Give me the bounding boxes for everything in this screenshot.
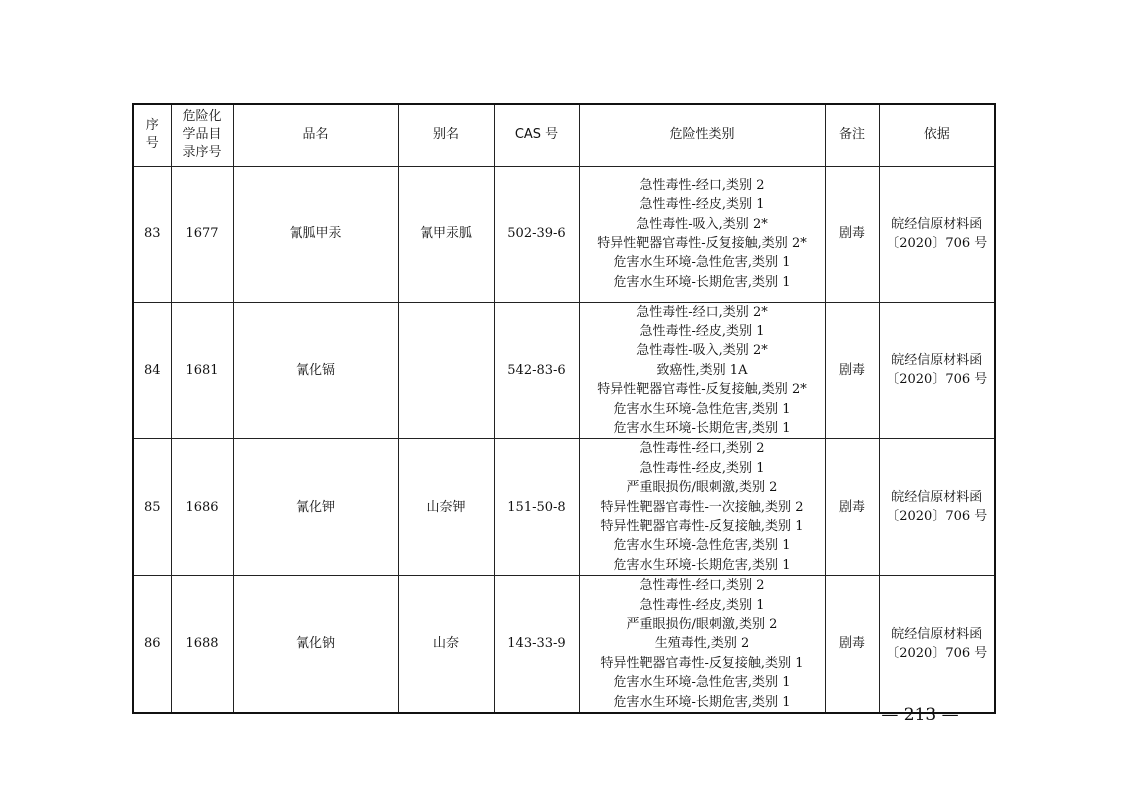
table-row <box>133 439 995 576</box>
header-name: 品名 <box>233 104 398 166</box>
cell-seq: 84 <box>133 302 171 439</box>
hazard-line: 生殖毒性,类别 2 <box>654 636 750 652</box>
hazard-line: 危害水生环境-急性危害,类别 1 <box>613 255 791 271</box>
cell-seq: 83 <box>133 166 171 302</box>
hazard-line: 急性毒性-经皮,类别 1 <box>639 460 765 476</box>
hazard-line: 危害水生环境-长期危害,类别 1 <box>613 694 791 710</box>
hazard-line: 特异性靶器官毒性-反复接触,类别 2* <box>597 236 807 251</box>
cell-name: 氰化钾 <box>233 439 398 576</box>
table-row <box>133 166 995 302</box>
basis-line: 皖经信原材料函 <box>891 216 983 232</box>
header-catalog: 危险化学品目录序号 <box>171 104 233 166</box>
header-cas: CAS 号 <box>494 104 579 166</box>
hazard-line: 急性毒性-经口,类别 2 <box>639 578 765 594</box>
basis-line: 皖经信原材料函 <box>891 626 983 642</box>
hazard-line: 严重眼损伤/眼刺激,类别 2 <box>626 617 778 632</box>
header-hazard: 危险性类别 <box>579 104 825 166</box>
hazard-line: 急性毒性-吸入,类别 2* <box>636 216 768 232</box>
cell-note: 剧毒 <box>825 166 879 302</box>
cell-name: 氰化镉 <box>233 302 398 439</box>
hazard-line: 危害水生环境-长期危害,类别 1 <box>613 274 791 290</box>
basis-line: 皖经信原材料函 <box>891 353 983 369</box>
hazard-line: 危害水生环境-急性危害,类别 1 <box>613 538 791 554</box>
basis-line: 〔2020〕706 号 <box>886 646 988 662</box>
cell-alias: 山奈钾 <box>398 439 494 576</box>
basis-line: 〔2020〕706 号 <box>886 372 988 388</box>
cell-alias <box>398 302 494 439</box>
header-seq: 序号 <box>133 104 171 166</box>
header-row <box>133 104 995 166</box>
cell-cas: 542-83-6 <box>494 302 579 439</box>
hazard-line: 危害水生环境-急性危害,类别 1 <box>613 675 791 691</box>
hazard-line: 特异性靶器官毒性-反复接触,类别 1 <box>600 655 804 671</box>
hazard-line: 特异性靶器官毒性-反复接触,类别 1 <box>600 518 804 534</box>
cell-name: 氰化钠 <box>233 576 398 713</box>
cell-alias: 山奈 <box>398 576 494 713</box>
header-note: 备注 <box>825 104 879 166</box>
cell-alias: 氰甲汞胍 <box>398 166 494 302</box>
cell-cas: 502-39-6 <box>494 166 579 302</box>
basis-line: 〔2020〕706 号 <box>886 236 988 251</box>
hazard-line: 急性毒性-经口,类别 2 <box>639 177 765 193</box>
cell-basis <box>879 439 995 576</box>
basis-line: 皖经信原材料函 <box>891 489 983 505</box>
cell-basis <box>879 576 995 713</box>
cell-cas: 143-33-9 <box>494 576 579 713</box>
basis-line: 〔2020〕706 号 <box>886 509 988 525</box>
hazardous-chemicals-table <box>132 103 996 714</box>
cell-hazard <box>579 576 825 713</box>
page-number: — 213 — <box>881 705 959 725</box>
cell-catalog: 1688 <box>171 576 233 713</box>
hazard-line: 致癌性,类别 1A <box>656 362 748 378</box>
header-alias: 别名 <box>398 104 494 166</box>
hazard-line: 危害水生环境-急性危害,类别 1 <box>613 401 791 417</box>
cell-note: 剧毒 <box>825 302 879 439</box>
cell-name: 氰胍甲汞 <box>233 166 398 302</box>
cell-seq: 85 <box>133 439 171 576</box>
hazard-line: 特异性靶器官毒性-反复接触,类别 2* <box>597 382 807 398</box>
table-row <box>133 302 995 439</box>
table-row <box>133 576 995 713</box>
cell-note: 剧毒 <box>825 439 879 576</box>
hazard-line: 急性毒性-吸入,类别 2* <box>636 343 768 359</box>
hazard-line: 急性毒性-经皮,类别 1 <box>639 197 765 213</box>
cell-catalog: 1681 <box>171 302 233 439</box>
cell-seq: 86 <box>133 576 171 713</box>
hazard-line: 危害水生环境-长期危害,类别 1 <box>613 420 791 436</box>
hazard-line: 特异性靶器官毒性-一次接触,类别 2 <box>600 499 804 515</box>
hazard-line: 急性毒性-经皮,类别 1 <box>639 597 765 613</box>
cell-cas: 151-50-8 <box>494 439 579 576</box>
cell-basis <box>879 302 995 439</box>
header-basis: 依据 <box>879 104 995 166</box>
cell-catalog: 1686 <box>171 439 233 576</box>
hazard-line: 急性毒性-经口,类别 2* <box>636 304 768 320</box>
hazard-line: 急性毒性-经皮,类别 1 <box>639 323 765 339</box>
cell-hazard <box>579 439 825 576</box>
cell-basis <box>879 166 995 302</box>
hazard-line: 危害水生环境-长期危害,类别 1 <box>613 557 791 573</box>
cell-hazard <box>579 166 825 302</box>
cell-catalog: 1677 <box>171 166 233 302</box>
hazard-line: 严重眼损伤/眼刺激,类别 2 <box>626 480 778 496</box>
hazard-line: 急性毒性-经口,类别 2 <box>639 441 765 457</box>
cell-note: 剧毒 <box>825 576 879 713</box>
cell-hazard <box>579 302 825 439</box>
